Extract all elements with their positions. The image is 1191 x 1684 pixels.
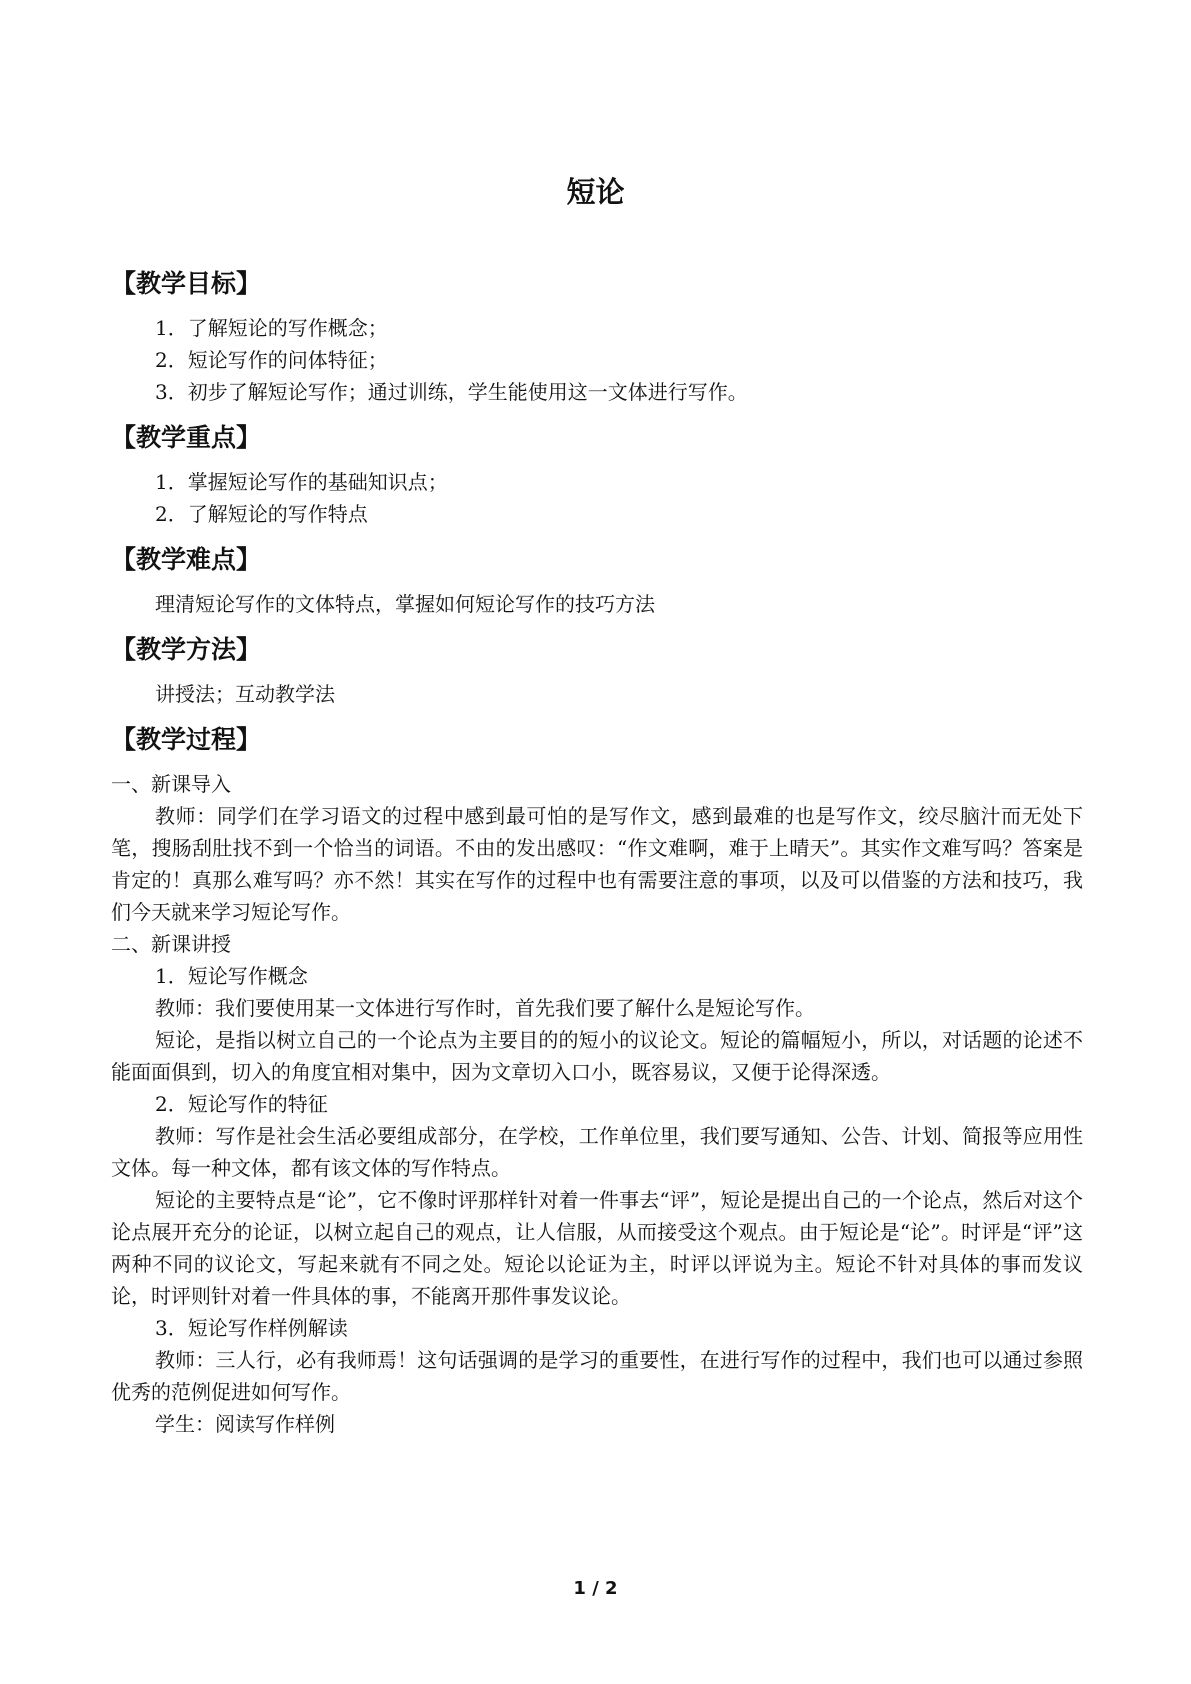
- difficulties-text: 理清短论写作的文体特点，掌握如何短论写作的技巧方法: [155, 592, 655, 616]
- subsection-title-features: 2．短论写作的特征: [155, 1092, 328, 1116]
- methods-text: 讲授法；互动教学法: [155, 682, 335, 706]
- process-part1-paragraph: 教师：同学们在学习语文的过程中感到最可怕的是写作文，感到最难的也是写作文，绞尽脑汁而无处下笔，搜肠刮肚找不到一个恰当的词语。不由的发出感叹：“作文难啊，难于上晴天”。其实作文难写吗？答案是肯定的！真那么难写吗？亦不然！其实在写作的过程中也有需要注意的事项，以及可以借鉴的方法和技巧，我们今天就来学习短论写作。: [111, 804, 1083, 924]
- section-heading-methods: 【教学方法】: [111, 635, 262, 664]
- concept-paragraph-2: 短论，是指以树立自己的一个论点为主要目的的短小的议论文。短论的篇幅短小，所以，对话题的论述不能面面俱到，切入的角度宜相对集中，因为文章切入口小，既容易议，又便于论得深透。: [111, 1028, 1083, 1084]
- section-heading-process: 【教学过程】: [111, 725, 262, 754]
- key-point-item-2: 2．了解短论的写作特点: [155, 502, 368, 526]
- document-title: 短论: [566, 175, 625, 209]
- examples-paragraph-1: 教师：三人行，必有我师焉！这句话强调的是学习的重要性，在进行写作的过程中，我们也可以通过参照优秀的范例促进如何写作。: [111, 1348, 1083, 1404]
- features-paragraph-1: 教师：写作是社会生活必要组成部分，在学校，工作单位里，我们要写通知、公告、计划、简报等应用性文体。每一种文体，都有该文体的写作特点。: [111, 1124, 1083, 1180]
- key-point-item-1: 1．掌握短论写作的基础知识点；: [155, 470, 448, 494]
- objective-item-3: 3．初步了解短论写作；通过训练，学生能使用这一文体进行写作。: [155, 380, 748, 404]
- section-heading-objectives: 【教学目标】: [111, 269, 262, 298]
- section-heading-key-points: 【教学重点】: [111, 423, 262, 452]
- objective-item-2: 2．短论写作的问体特征；: [155, 348, 388, 372]
- subsection-title-concept: 1．短论写作概念: [155, 964, 308, 988]
- examples-paragraph-2: 学生：阅读写作样例: [155, 1412, 335, 1436]
- process-part2-title: 二、新课讲授: [111, 932, 231, 956]
- subsection-title-examples: 3．短论写作样例解读: [155, 1316, 348, 1340]
- document-body: [111, 266, 1083, 1440]
- process-part1-title: 一、新课导入: [111, 772, 231, 796]
- concept-paragraph-1: 教师：我们要使用某一文体进行写作时，首先我们要了解什么是短论写作。: [155, 996, 815, 1020]
- objective-item-1: 1．了解短论的写作概念；: [155, 316, 388, 340]
- page-number: 1 / 2: [573, 1578, 618, 1599]
- section-heading-difficulties: 【教学难点】: [111, 545, 262, 574]
- features-paragraph-2: 短论的主要特点是“论”，它不像时评那样针对着一件事去“评”，短论是提出自己的一个论点，然后对这个论点展开充分的论证，以树立起自己的观点，让人信服，从而接受这个观点。由于短论是“论”。时评是“评”这两种不同的议论文，写起来就有不同之处。短论以论证为主，时评以评说为主。短论不针对具体的事而发议论，时评则针对着一件具体的事，不能离开那件事发议论。: [111, 1188, 1083, 1308]
